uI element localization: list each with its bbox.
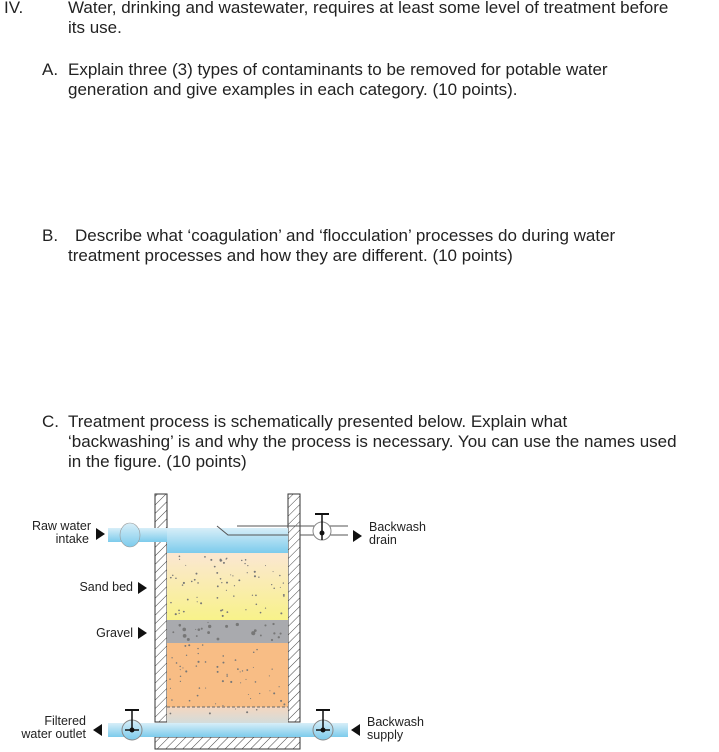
speckle	[223, 562, 225, 564]
filtered-label-2: water outlet	[21, 727, 86, 741]
speckle	[195, 629, 196, 630]
speckle	[256, 649, 257, 650]
gravel-label: Gravel	[96, 626, 133, 640]
speckle	[271, 584, 272, 585]
speckle	[258, 576, 259, 577]
speckle	[255, 681, 257, 683]
speckle	[196, 665, 197, 666]
speckle	[222, 680, 224, 682]
speckle	[171, 699, 173, 701]
speckle	[180, 676, 181, 677]
speckle	[185, 670, 187, 672]
speckle	[170, 602, 172, 604]
speckle	[225, 558, 226, 559]
speckle	[265, 565, 266, 566]
speckle	[226, 590, 227, 591]
speckle	[205, 661, 207, 663]
speckle	[197, 695, 199, 697]
speckle	[189, 700, 191, 702]
part-c-line-1: Treatment process is schematically presented below. Explain what	[68, 412, 568, 431]
speckle	[179, 559, 180, 560]
speckle	[222, 662, 224, 664]
speckle	[170, 688, 171, 689]
drain-arrow-icon	[353, 530, 362, 542]
speckle	[222, 655, 224, 657]
speckle	[179, 556, 181, 558]
speckle	[237, 668, 239, 670]
speckle	[245, 609, 246, 610]
speckle	[176, 662, 178, 664]
speckle	[184, 645, 186, 647]
speckle	[273, 692, 275, 694]
speckle	[264, 624, 266, 626]
part-c-line-2: ‘backwashing’ is and why the process is necessary. You can use the names used	[68, 432, 677, 451]
speckle	[222, 615, 224, 617]
gravel-arrow-icon	[138, 627, 147, 639]
speckle	[182, 628, 186, 632]
speckle	[255, 595, 257, 597]
speckle	[232, 575, 233, 576]
speckle	[271, 639, 273, 641]
speckle	[185, 565, 186, 566]
speckle	[170, 577, 172, 579]
speckle	[196, 635, 198, 637]
speckle	[280, 587, 281, 588]
speckle	[197, 661, 199, 663]
floor	[155, 737, 300, 749]
speckle	[250, 698, 251, 699]
speckle	[244, 563, 245, 564]
supply-label-1: Backwash	[367, 715, 424, 729]
question-number: IV.	[4, 0, 24, 17]
supply-label-2: supply	[367, 728, 404, 742]
speckle	[182, 667, 183, 668]
speckle	[183, 634, 187, 638]
speckle	[273, 571, 274, 572]
part-c-line-3: in the figure. (10 points)	[68, 452, 247, 471]
speckle	[197, 582, 199, 584]
speckle	[234, 585, 235, 586]
speckle	[214, 566, 216, 568]
speckle	[191, 581, 193, 583]
part-a-line-2: generation and give examples in each category. (10 points).	[68, 80, 518, 99]
speckle	[272, 668, 273, 669]
sand-arrow-icon	[138, 582, 147, 594]
speckle	[251, 631, 255, 635]
speckle	[225, 625, 228, 628]
speckle	[240, 671, 241, 672]
speckle	[175, 613, 177, 615]
raw-water-label-2: intake	[55, 532, 89, 546]
speckle	[226, 675, 228, 677]
speckle	[215, 703, 216, 704]
question-text-line-1: Water, drinking and wastewater, requires at least some level of treatment before	[68, 0, 669, 17]
speckle	[256, 603, 258, 605]
speckle	[226, 611, 228, 613]
speckle	[179, 666, 181, 668]
speckle	[183, 582, 185, 584]
part-c-label: C.	[42, 412, 59, 431]
speckle	[233, 595, 234, 596]
speckle	[207, 631, 210, 634]
speckle	[273, 632, 275, 634]
speckle	[178, 610, 180, 612]
filter-diagram	[0, 490, 440, 752]
speckle	[197, 601, 198, 602]
speckle	[197, 648, 198, 649]
speckle	[245, 559, 247, 561]
speckle	[247, 572, 248, 573]
speckle	[279, 686, 280, 687]
speckle	[209, 712, 211, 714]
bottom-pipe	[108, 723, 348, 737]
speckle	[230, 574, 231, 575]
speckle	[280, 700, 282, 702]
speckle	[187, 638, 190, 641]
speckle	[217, 671, 219, 673]
speckle	[183, 611, 185, 613]
speckle	[256, 709, 258, 711]
speckle	[221, 582, 222, 583]
speckle	[208, 625, 211, 628]
speckle	[220, 610, 222, 612]
speckle	[172, 575, 173, 576]
speckle	[204, 556, 206, 558]
speckle	[230, 681, 232, 683]
speckle	[196, 597, 197, 598]
speckle	[259, 693, 260, 694]
speckle	[171, 657, 172, 658]
raw-water-label-1: Raw water	[31, 519, 91, 533]
speckle	[273, 588, 275, 590]
speckle	[207, 622, 208, 623]
speckle	[179, 625, 180, 626]
speckle	[240, 682, 241, 683]
speckle	[279, 575, 281, 577]
speckle	[175, 577, 177, 579]
supply-arrow-icon	[351, 724, 360, 736]
speckle	[216, 666, 218, 668]
speckle	[248, 694, 249, 695]
speckle	[278, 636, 280, 638]
sand-bed-layer	[167, 553, 288, 620]
drain-label-2: drain	[369, 533, 397, 547]
speckle	[242, 670, 243, 671]
speckle	[254, 575, 256, 577]
speckle	[226, 582, 228, 584]
speckle	[280, 633, 282, 635]
drain-label-1: Backwash	[369, 520, 426, 534]
speckle	[236, 623, 239, 626]
speckle	[260, 612, 262, 614]
part-a-line-1: Explain three (3) types of contaminants to be removed for potable water	[68, 60, 608, 79]
speckle	[217, 585, 219, 587]
speckle	[199, 687, 201, 689]
speckle	[202, 644, 204, 646]
speckle	[269, 690, 270, 691]
speckle	[222, 705, 223, 706]
speckle	[246, 669, 248, 671]
speckle	[253, 651, 255, 653]
speckle	[241, 560, 242, 561]
speckle	[180, 669, 181, 670]
right-wall	[288, 494, 300, 722]
speckle	[217, 638, 220, 641]
speckle	[235, 659, 237, 661]
speckle	[253, 667, 254, 668]
outlet-arrow-icon	[93, 724, 102, 736]
speckle	[180, 681, 181, 682]
speckle	[226, 674, 227, 675]
speckle	[252, 595, 253, 596]
speckle	[217, 597, 219, 599]
intake-arrow-icon	[96, 528, 105, 540]
speckle	[283, 703, 285, 705]
water-layer	[167, 528, 288, 553]
speckle	[198, 628, 201, 631]
gravel-layer	[167, 620, 288, 643]
part-b-line-1: Describe what ‘coagulation’ and ‘flocculation’ processes do during water	[75, 226, 616, 245]
speckle	[196, 573, 198, 575]
speckle	[179, 613, 180, 614]
part-b-label: B.	[42, 226, 59, 245]
speckle	[238, 579, 240, 581]
speckle	[182, 584, 183, 585]
speckle	[247, 565, 248, 566]
speckle	[280, 612, 282, 614]
speckle	[194, 579, 196, 581]
speckle	[235, 708, 236, 709]
speckle	[283, 594, 285, 596]
speckle	[210, 559, 212, 561]
speckle	[246, 711, 248, 713]
speckle	[200, 602, 202, 604]
speckle	[265, 608, 266, 609]
speckle	[283, 596, 284, 597]
speckle	[245, 679, 246, 680]
speckle	[260, 635, 262, 637]
speckle	[172, 631, 174, 633]
part-a-label: A.	[42, 60, 59, 79]
speckle	[254, 571, 256, 573]
support-layer	[167, 643, 288, 707]
speckle	[170, 713, 172, 715]
speckle	[198, 653, 199, 654]
speckle	[188, 644, 190, 646]
sand-bed-label: Sand bed	[79, 580, 133, 594]
speckle	[220, 578, 222, 580]
part-b-line-2: treatment processes and how they are different. (10 points)	[68, 246, 513, 265]
speckle	[201, 628, 203, 630]
question-text-line-2: its use.	[68, 18, 122, 37]
speckle	[186, 655, 187, 656]
speckle	[283, 582, 284, 583]
filtered-label-1: Filtered	[44, 714, 86, 728]
speckle	[269, 675, 270, 676]
speckle	[272, 623, 274, 625]
speckle	[205, 688, 206, 689]
speckle	[169, 678, 171, 680]
speckle	[216, 572, 218, 574]
speckle	[220, 559, 222, 561]
speckle	[187, 599, 189, 601]
